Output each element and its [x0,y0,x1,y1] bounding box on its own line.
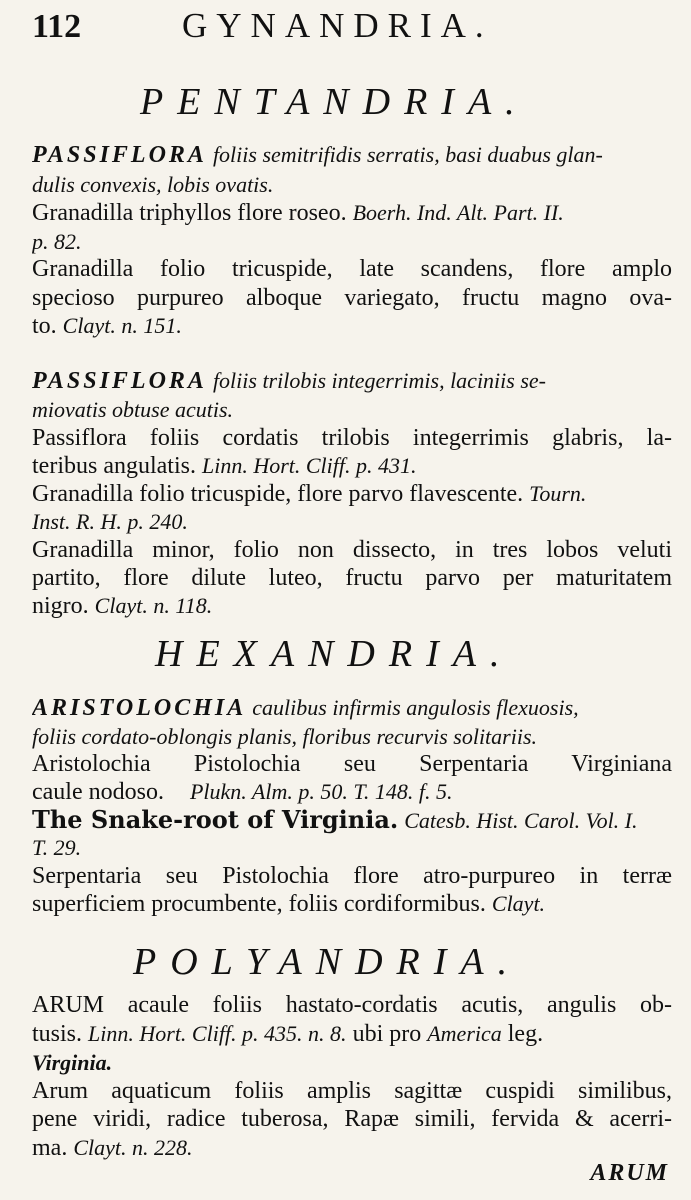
entry-3-line-4 [32,777,672,807]
citation-text: Clayt. n. 151. [62,313,182,338]
entry-4-line-6 [32,1133,672,1163]
entry-2-line-4 [32,451,672,481]
entry-3-line-5 [32,805,672,836]
locality-text: America [427,1021,502,1046]
synonym-text: Granadilla folio tricuspide, flore parvo flavescente. [32,481,524,507]
citation-text: Tourn. [529,481,587,506]
entry-3-line-3: Aristolochia Pistolochia seu Serpentaria Virginiana [32,751,672,777]
blackletter-common-name: The Snake-root of Virginia. [32,805,399,834]
entry-1-line-4: p. 82. [32,229,82,254]
entry-1-line-6: specioso purpureo alboque variegato, fructu magno ova- [32,285,672,311]
entry-3-line-6: T. 29. [32,835,82,860]
entry-2-line-9 [32,591,672,621]
entry-2-line-3: Passiflora foliis cordatis trilobis integerrimis glabris, la- [32,425,672,451]
entry-3-line-8 [32,889,672,919]
citation-text: Clayt. n. 118. [94,593,213,618]
entry-4-line-1: ARUM acaule foliis hastato-cordatis acutis, angulis ob- [32,992,672,1018]
citation-text: Clayt. [491,891,546,916]
entry-1-line-3 [32,198,672,228]
synonym-text: superficiem procumbente, foliis cordiformibus. [32,891,486,917]
entry-2-line-7: Granadilla minor, folio non dissecto, in tres lobos veluti [32,537,672,563]
diagnosis-text: caulibus infirmis angulosis flexuosis, [252,695,579,720]
catchword: ARUM [590,1160,669,1186]
order-heading-hexandria: HEXANDRIA. [155,633,514,675]
synonym-text: to. [32,313,57,339]
entry-2-line-1 [32,366,672,396]
entry-4-line-3: Virginia. [32,1050,113,1075]
synonym-text: teribus angulatis. [32,453,196,479]
synonym-text: nigro. [32,593,89,619]
order-heading-pentandria: PENTANDRIA. [140,81,529,123]
running-head: GYNANDRIA. [182,6,493,45]
citation-text: Plukn. Alm. p. 50. T. 148. f. 5. [189,779,453,804]
genus-name: ARISTOLOCHIA [32,695,247,721]
entry-4-line-2 [32,1019,672,1049]
citation-text: Linn. Hort. Cliff. p. 435. n. 8. [88,1021,347,1046]
entry-1-line-2: dulis convexis, lobis ovatis. [32,172,274,197]
diagnosis-text: foliis semitrifidis serratis, basi duabus glan- [212,142,603,167]
page-number: 112 [32,8,82,45]
diagnosis-text: foliis trilobis integerrimis, laciniis se- [212,368,546,393]
entry-2-line-5 [32,479,672,509]
note-text: ubi pro [352,1021,422,1047]
entry-3-line-2: foliis cordato-oblongis planis, floribus recurvis solitariis. [32,724,538,749]
citation-text: Boerh. Ind. Alt. Part. II. [352,200,564,225]
entry-1-line-1 [32,140,672,170]
citation-text: Linn. Hort. Cliff. p. 431. [201,453,417,478]
genus-name: PASSIFLORA [32,142,207,168]
note-text: leg. [507,1021,544,1047]
entry-1-line-7 [32,311,672,341]
entry-2-line-2: miovatis obtuse acutis. [32,397,234,422]
entry-1-line-5: Granadilla folio tricuspide, late scandens, flore amplo [32,256,672,282]
genus-name: PASSIFLORA [32,368,207,394]
order-heading-polyandria: POLYANDRIA. [133,941,522,983]
synonym-text: ma. [32,1135,68,1161]
citation-text: Clayt. n. 228. [73,1135,193,1160]
synonym-text: caule nodoso. [32,779,164,805]
entry-2-line-8: partito, flore dilute luteo, fructu parvo per maturitatem [32,565,672,591]
entry-2-line-6: Inst. R. H. p. 240. [32,509,188,534]
synonym-text: tusis. [32,1021,83,1047]
entry-4-line-4: Arum aquaticum foliis amplis sagittæ cuspidi similibus, [32,1078,672,1104]
synonym-text: Granadilla triphyllos flore roseo. [32,200,347,226]
entry-4-line-5: pene viridi, radice tuberosa, Rapæ simili, fervida & acerri- [32,1106,672,1132]
entry-3-line-1 [32,693,672,723]
citation-text: Catesb. Hist. Carol. Vol. I. [404,808,638,833]
entry-3-line-7: Serpentaria seu Pistolochia flore atro-purpureo in terræ [32,863,672,889]
